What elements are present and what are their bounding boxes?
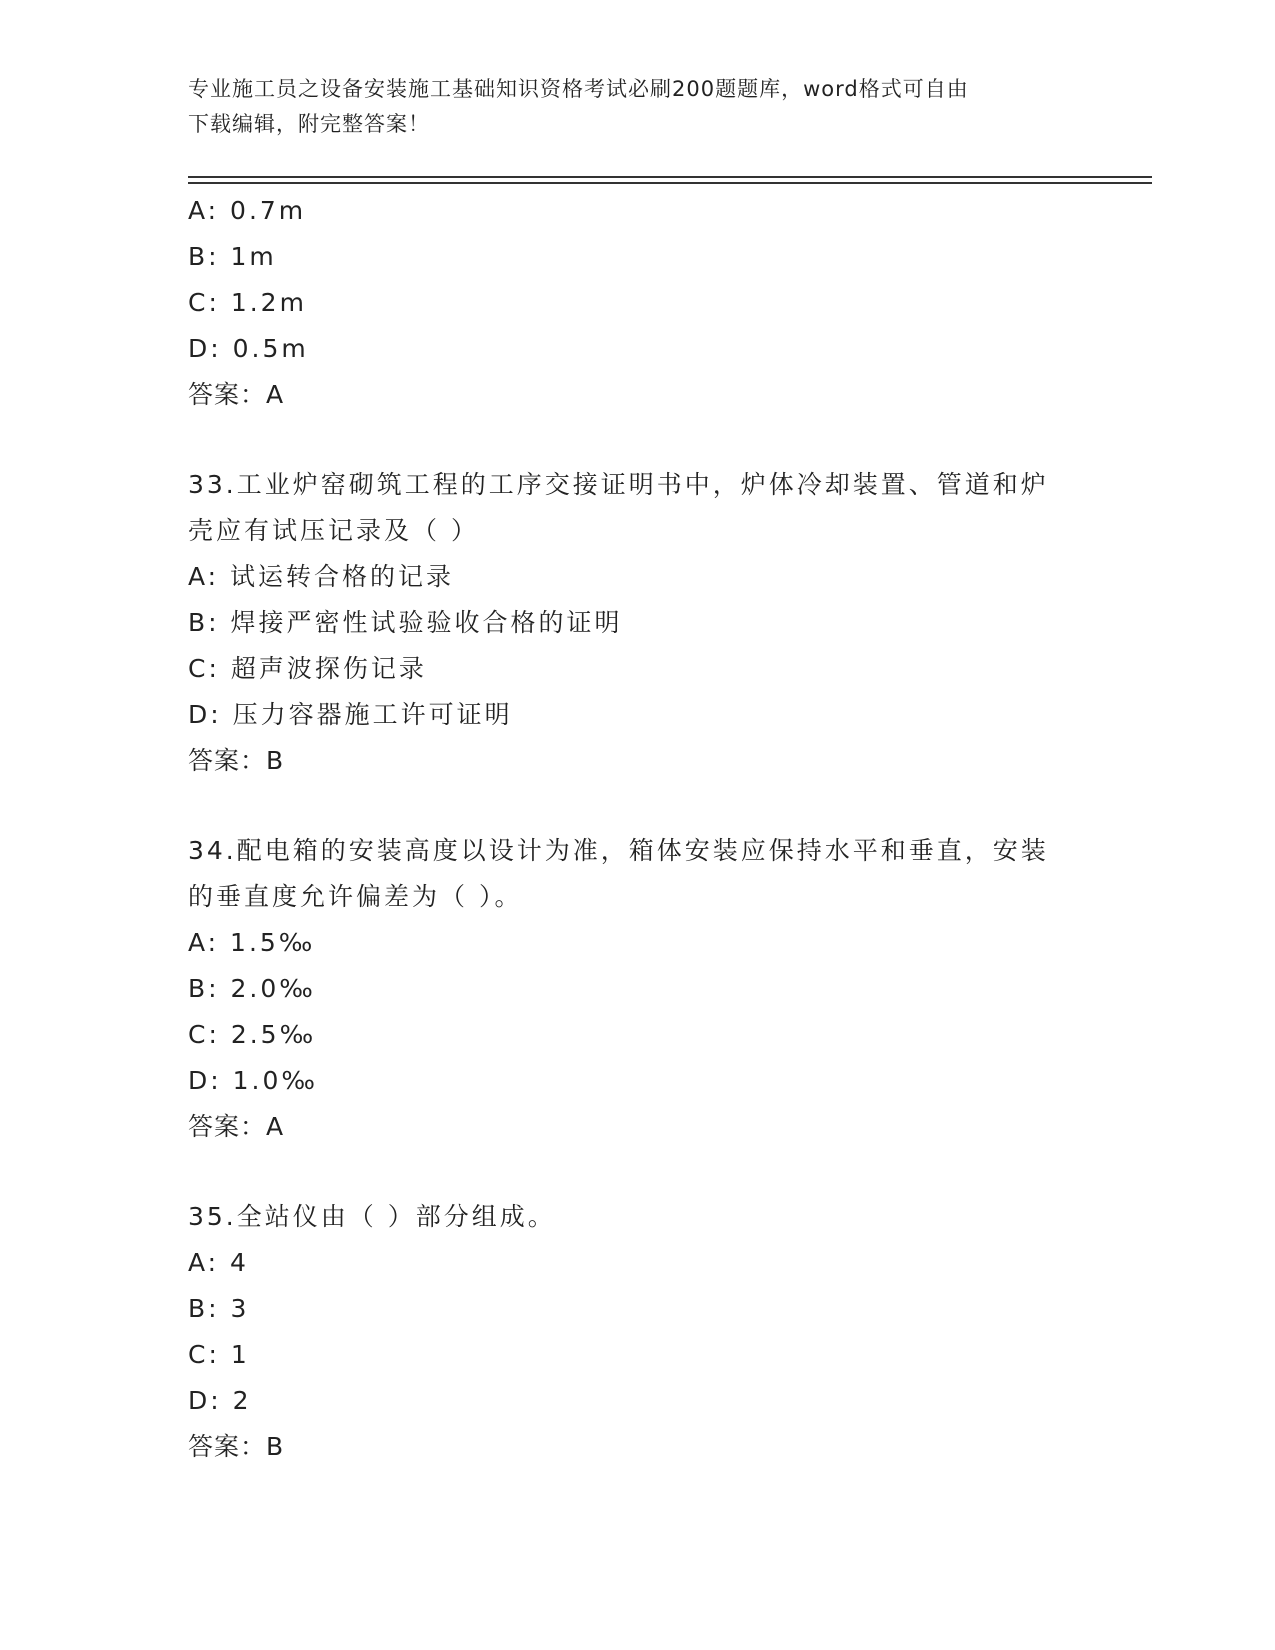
- question-text: [188, 462, 1088, 554]
- question-text-line1: 35.全站仪由（ ）部分组成。: [188, 1202, 556, 1231]
- question-text-line2: 的垂直度允许偏差为（ ）。: [188, 882, 523, 911]
- option-d: D: 压力容器施工许可证明: [188, 700, 513, 729]
- header-title-line2: 下载编辑，附完整答案！: [188, 112, 430, 136]
- option-a: A: 1.5‰: [188, 928, 316, 957]
- document-header: [188, 72, 1088, 142]
- option-c: C: 1.2m: [188, 288, 307, 317]
- option-c: C: 超声波探伤记录: [188, 654, 427, 683]
- answer: 答案：B: [188, 746, 285, 775]
- question-list: [188, 188, 1088, 1470]
- option-c: C: 1: [188, 1340, 250, 1369]
- question-34: [188, 828, 1088, 1150]
- answer: 答案：A: [188, 1112, 285, 1141]
- option-c: C: 2.5‰: [188, 1020, 317, 1049]
- question-text: [188, 828, 1088, 920]
- question-text: [188, 1194, 1088, 1240]
- header-rule-top: [188, 176, 1152, 178]
- option-a: A: 0.7m: [188, 196, 307, 225]
- question-32: [188, 188, 1088, 418]
- option-b: B: 焊接严密性试验验收合格的证明: [188, 608, 623, 637]
- question-text-line1: 34.配电箱的安装高度以设计为准，箱体安装应保持水平和垂直，安装: [188, 836, 1049, 865]
- question-35: [188, 1194, 1088, 1470]
- option-d: D: 1.0‰: [188, 1066, 318, 1095]
- header-rule-bottom: [188, 182, 1152, 184]
- answer: 答案：A: [188, 380, 285, 409]
- option-b: B: 3: [188, 1294, 250, 1323]
- option-d: D: 2: [188, 1386, 252, 1415]
- question-text-line1: 33.工业炉窑砌筑工程的工序交接证明书中，炉体冷却装置、管道和炉: [188, 470, 1049, 499]
- question-33: [188, 462, 1088, 784]
- answer: 答案：B: [188, 1432, 285, 1461]
- question-text-line2: 壳应有试压记录及（ ）: [188, 516, 479, 545]
- option-b: B: 2.0‰: [188, 974, 316, 1003]
- option-a: A: 试运转合格的记录: [188, 562, 455, 591]
- header-title-line1: 专业施工员之设备安装施工基础知识资格考试必刷200题题库，word格式可自由: [188, 77, 969, 101]
- option-d: D: 0.5m: [188, 334, 309, 363]
- option-a: A: 4: [188, 1248, 249, 1277]
- option-b: B: 1m: [188, 242, 277, 271]
